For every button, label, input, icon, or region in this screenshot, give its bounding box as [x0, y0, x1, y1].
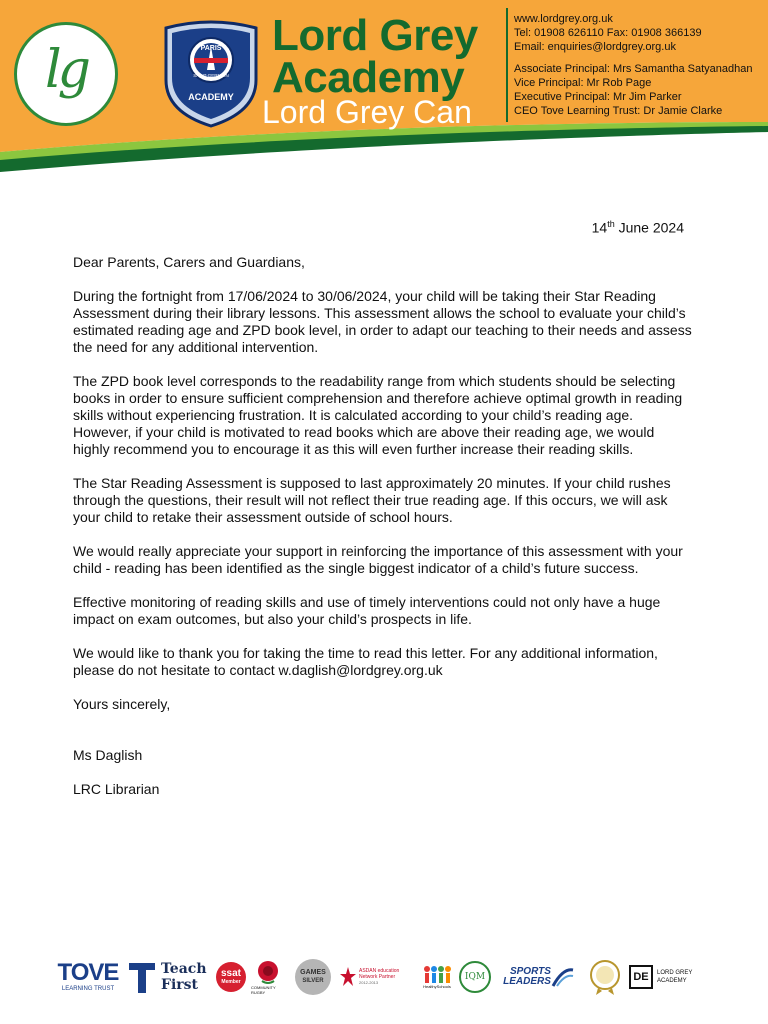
quality-mark-logo [585, 957, 625, 997]
psg-academy-badge [160, 20, 262, 128]
teach-first-logo [161, 957, 209, 997]
letter-body [73, 254, 693, 815]
paragraph-2: The ZPD book level corresponds to the readability range from which students should be selecting books in order to ensure sufficient comprehension and therefore achieve optimal growth in reading skills without experiencing frustration. It is calculated according to your child’s reading age. However, if your child is motivated to read books which are above their reading age, we would highly recommend you to encourage it as this will even further increase their reading skills. [73, 373, 683, 457]
psg-badge-text-saint-germain: SAINT-GERMAIN [193, 73, 229, 78]
school-name-line1: Lord Grey [272, 11, 478, 60]
paragraph-6: We would like to thank you for taking the time to read this letter. For any additional information, please do not hesitate to contact w.daglish@lordgrey.org.uk [73, 645, 658, 678]
leaders-text: LEADERS [503, 976, 551, 987]
contact-block [514, 12, 752, 118]
tove-logo [55, 957, 121, 997]
healthy-schools-figures-icon [422, 964, 452, 984]
de-text-1: LORD GREY [657, 970, 693, 976]
rugby-text: COMMUNITY RUGBY [251, 985, 276, 995]
rose-icon [256, 959, 280, 985]
tagline: Lord Grey Can [262, 94, 472, 130]
salutation: Dear Parents, Carers and Guardians, [73, 254, 305, 270]
teach-first-text-2: First [161, 977, 198, 993]
tel-fax: Tel: 01908 626110 Fax: 01908 366139 [514, 27, 702, 39]
sports-leaders-logo [497, 957, 581, 997]
healthy-schools-logo [419, 957, 455, 997]
psg-badge-text-academy: ACADEMY [188, 92, 234, 102]
email-link[interactable]: Email: enquiries@lordgrey.org.uk [514, 41, 676, 53]
paragraph-1: During the fortnight from 17/06/2024 to 30/06/2024, your child will be taking their Star Reading Assessment during their library lessons. This assessment allows the school to evaluate your child’s estimated reading age and ZPD book level, in order to adapt our teaching to their needs and assess the need for any additional intervention. [73, 288, 692, 355]
rugby-rose-logo [251, 957, 285, 997]
website-link[interactable]: www.lordgrey.org.uk [514, 13, 613, 25]
sports-text: SPORTS [509, 966, 551, 977]
ssat-subtext: Member [221, 979, 241, 985]
teach-first-text-1: Teach [161, 961, 207, 977]
ssat-text: ssat [220, 968, 241, 979]
sports-leaders-swoosh-icon [551, 966, 575, 988]
asdan-star-icon [339, 966, 357, 988]
closing: Yours sincerely, [73, 696, 171, 712]
games-mark-silver: SILVER [302, 978, 324, 984]
paragraph-5: Effective monitoring of reading skills and use of timely interventions could not only have a huge impact on exam outcomes, but also your child’s prospects in life. [73, 594, 661, 627]
lg-logo [14, 22, 118, 126]
ssat-logo [213, 957, 249, 997]
tove-wordmark: TOVE [57, 959, 119, 986]
games-mark-text: GAMES [300, 969, 326, 976]
date-suffix: th [607, 219, 615, 229]
associate-principal: Associate Principal: Mrs Samantha Satyanadhan [514, 63, 753, 75]
letterhead [0, 0, 768, 175]
iqm-text: IQM [459, 961, 491, 993]
header-divider [506, 8, 508, 122]
healthy-schools-text: HealthySchools [423, 984, 451, 989]
asdan-subtitle: Network Partner [359, 974, 396, 980]
lg-monogram: lg [45, 40, 87, 100]
signatory-role: LRC Librarian [73, 781, 160, 797]
quality-mark-seal-icon [588, 958, 622, 996]
footer-logos [55, 957, 715, 997]
paragraph-4: We would really appreciate your support in reinforcing the importance of this assessment with your child - reading has been identified as the single biggest indicator of a child’s future success. [73, 543, 683, 576]
letter-date [592, 219, 684, 236]
asdan-years: 2012-2013 [359, 980, 379, 985]
asdan-title: ASDAN education [359, 968, 400, 974]
ceo: CEO Tove Learning Trust: Dr Jamie Clarke [514, 105, 723, 117]
date-day: 14 [591, 219, 608, 236]
vice-principal: Vice Principal: Mr Rob Page [514, 77, 652, 89]
asdan-logo [339, 957, 415, 997]
school-name-line2: Academy [272, 53, 465, 102]
iqm-logo [457, 957, 493, 997]
tove-subtitle: LEARNING TRUST [61, 986, 115, 992]
tove-t-icon [125, 957, 159, 997]
psg-badge-text-paris: PARIS [200, 45, 222, 52]
paragraph-3: The Star Reading Assessment is supposed to last approximately 20 minutes. If your child rushes through the questions, their result will not reflect their true reading age. If this occurs, we will ask your child to retake their assessment outside of school hours. [73, 475, 671, 525]
de-lord-grey-logo [629, 957, 715, 997]
de-text-2: ACADEMY [657, 978, 687, 984]
games-mark-logo [293, 957, 333, 997]
date-month-year: June 2024 [614, 219, 684, 236]
signatory-name: Ms Daglish [73, 747, 143, 763]
de-mark: DE [629, 965, 653, 989]
executive-principal: Executive Principal: Mr Jim Parker [514, 91, 682, 103]
